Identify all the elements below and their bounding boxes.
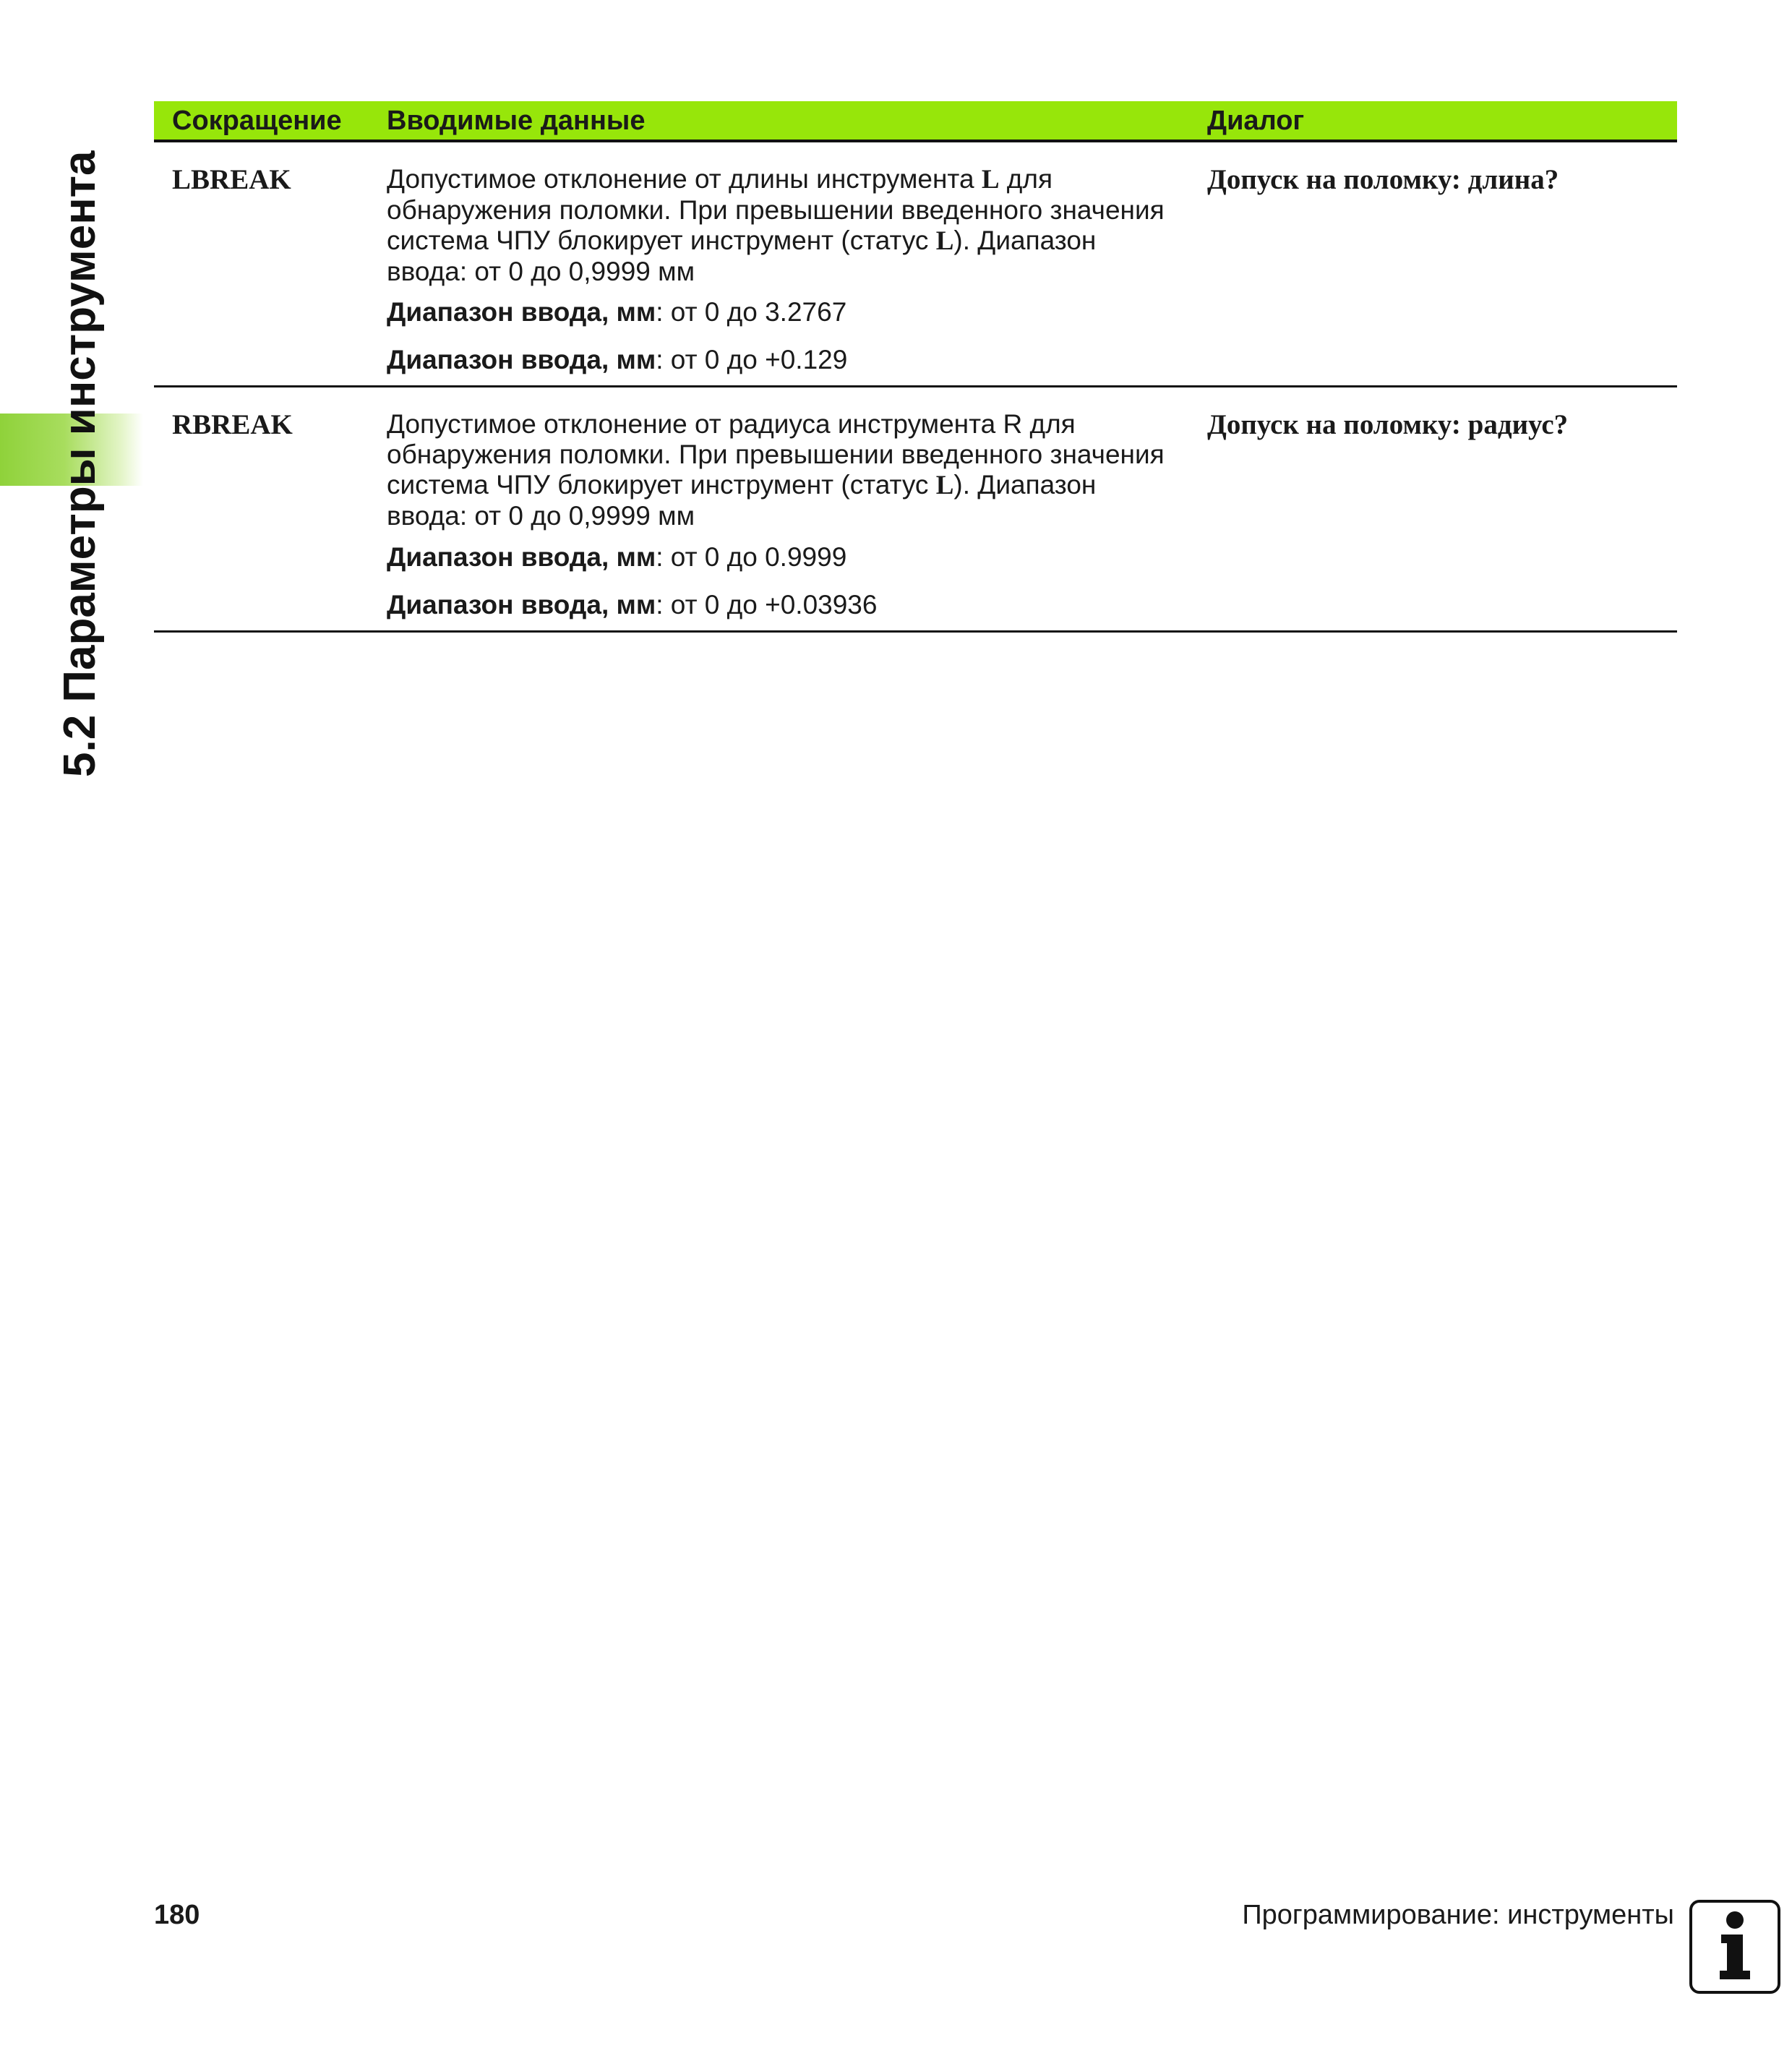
- parameter-table: [154, 101, 1677, 633]
- table-header: [154, 101, 1677, 142]
- desc-text: для обнаружения поломки. При превышении введенного значения система ЧПУ блокирует инструмент (статус: [387, 164, 1165, 255]
- header-dialog: Диалог: [1207, 106, 1305, 136]
- row-dialog: Допуск на поломку: длина?: [1207, 164, 1559, 195]
- desc-text: Допустимое отклонение от радиуса инструмента R для обнаружения поломки. При превышении введенного значения система ЧПУ блокирует инструмент (статус: [387, 409, 1165, 500]
- range-label: Диапазон ввода, мм: [387, 542, 656, 572]
- desc-bold: L: [981, 165, 1000, 194]
- table-row: [154, 142, 1677, 387]
- row-range-metric: [387, 542, 846, 573]
- range-value: : от 0 до +0.03936: [656, 590, 878, 620]
- range-value: : от 0 до 0.9999: [656, 542, 847, 572]
- row-range-metric: [387, 297, 846, 327]
- info-glyph-icon: [1692, 1903, 1778, 1991]
- header-abbreviation: Сокращение: [172, 106, 342, 136]
- info-icon: [1689, 1900, 1780, 1994]
- page-number: 180: [154, 1900, 200, 1930]
- range-label: Диапазон ввода, мм: [387, 297, 656, 327]
- desc-text: ). Диапазон ввода: от 0 до 0,9999 мм: [387, 470, 1097, 531]
- row-abbreviation: LBREAK: [172, 164, 291, 195]
- range-label: Диапазон ввода, мм: [387, 590, 656, 620]
- range-label: Диапазон ввода, мм: [387, 345, 656, 374]
- row-range-inch: [387, 345, 847, 375]
- row-range-inch: [387, 590, 877, 620]
- range-value: : от 0 до +0.129: [656, 345, 848, 374]
- table-row: [154, 387, 1677, 633]
- footer-chapter-title: Программирование: инструменты: [1242, 1900, 1674, 1930]
- row-description: [387, 164, 1182, 287]
- row-dialog: Допуск на поломку: радиус?: [1207, 409, 1569, 440]
- desc-bold: L: [935, 226, 954, 256]
- desc-text: ). Диапазон ввода: от 0 до 0,9999 мм: [387, 226, 1097, 286]
- side-section-title: 5.2 Параметры инструмента: [55, 150, 105, 777]
- desc-bold: L: [935, 471, 954, 500]
- desc-text: Допустимое отклонение от длины инструмента: [387, 164, 982, 194]
- row-description: [387, 409, 1182, 531]
- row-abbreviation: RBREAK: [172, 409, 293, 440]
- range-value: : от 0 до 3.2767: [656, 297, 847, 327]
- header-input-data: Вводимые данные: [387, 106, 646, 136]
